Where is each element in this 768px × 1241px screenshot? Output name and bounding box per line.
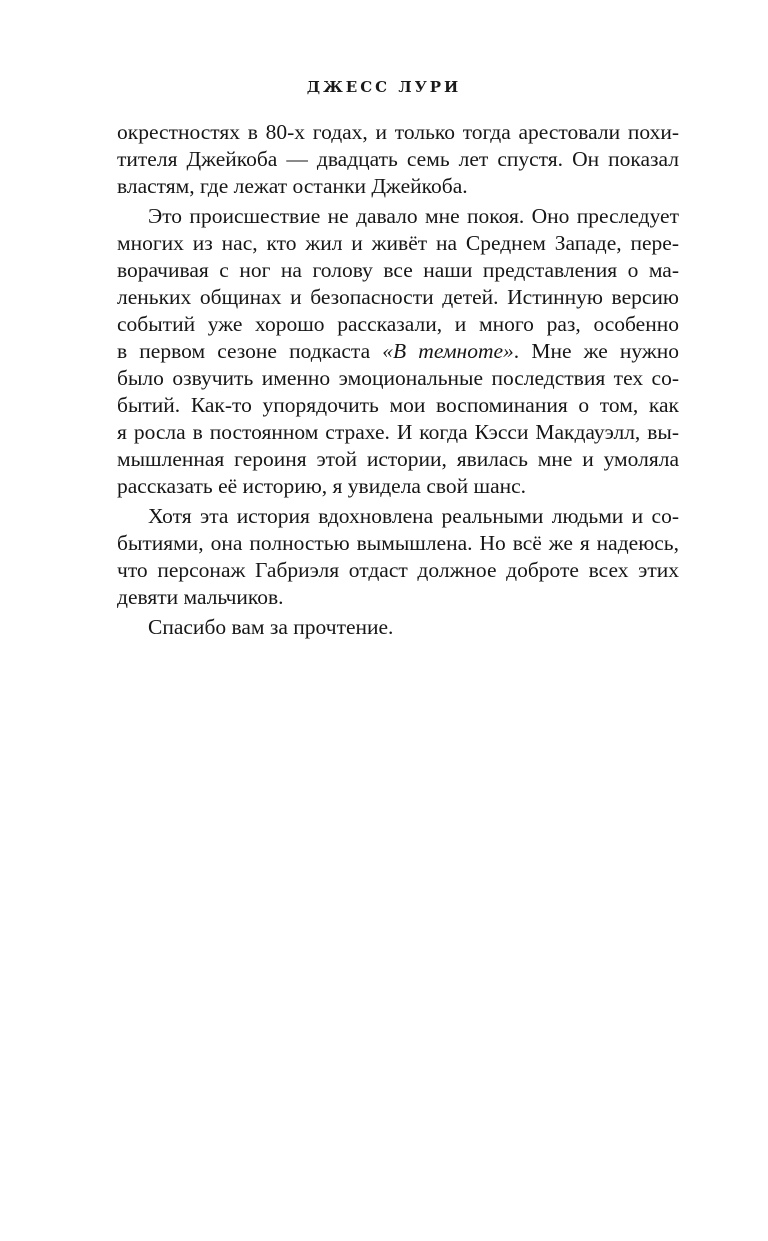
text-line: событий уже хорошо рассказали, и много раз, особенно bbox=[117, 312, 679, 336]
text-line: властям, где лежат останки Джейкоба. bbox=[117, 174, 468, 198]
text-line: бытиями, она полностью вымышлена. Но всё же я надеюсь, bbox=[117, 531, 679, 555]
text-line: Это происшествие не давало мне покоя. Оно преследует bbox=[148, 204, 679, 228]
text-segment: . Мне же нужно bbox=[513, 339, 679, 363]
paragraph bbox=[117, 614, 679, 641]
text-line: мышленная героиня этой истории, явилась мне и умоляла bbox=[117, 447, 679, 471]
body-text bbox=[117, 119, 679, 641]
text-segment: в первом сезоне подкаста bbox=[117, 339, 383, 363]
text-line: бытий. Как-то упорядочить мои воспоминания о том, как bbox=[117, 393, 679, 417]
paragraph bbox=[117, 203, 679, 500]
text-line: Хотя эта история вдохновлена реальными людьми и со- bbox=[148, 504, 679, 528]
text-line: было озвучить именно эмоциональные последствия тех со- bbox=[117, 366, 679, 390]
running-head: ДЖЕСС ЛУРИ bbox=[306, 78, 462, 96]
podcast-title: «В темноте» bbox=[382, 339, 514, 363]
text-line: ворачивая с ног на голову все наши представления о ма- bbox=[117, 258, 679, 282]
paragraph bbox=[117, 119, 679, 200]
text-line: леньких общинах и безопасности детей. Истинную версию bbox=[117, 285, 679, 309]
paragraph bbox=[117, 503, 679, 611]
text-line: окрестностях в 80-х годах, и только тогда арестовали похи- bbox=[117, 120, 679, 144]
text-line: девяти мальчиков. bbox=[117, 585, 284, 609]
text-line: Спасибо вам за прочтение. bbox=[148, 615, 394, 639]
text-line: что персонаж Габриэля отдаст должное доброте всех этих bbox=[117, 558, 679, 582]
text-line: я росла в постоянном страхе. И когда Кэсси Макдауэлл, вы- bbox=[117, 420, 679, 444]
text-line bbox=[117, 338, 679, 365]
text-line: рассказать её историю, я увидела свой шанс. bbox=[117, 474, 527, 498]
text-line: многих из нас, кто жил и живёт на Среднем Западе, пере- bbox=[117, 231, 679, 255]
text-line: тителя Джейкоба — двадцать семь лет спустя. Он показал bbox=[117, 147, 679, 171]
